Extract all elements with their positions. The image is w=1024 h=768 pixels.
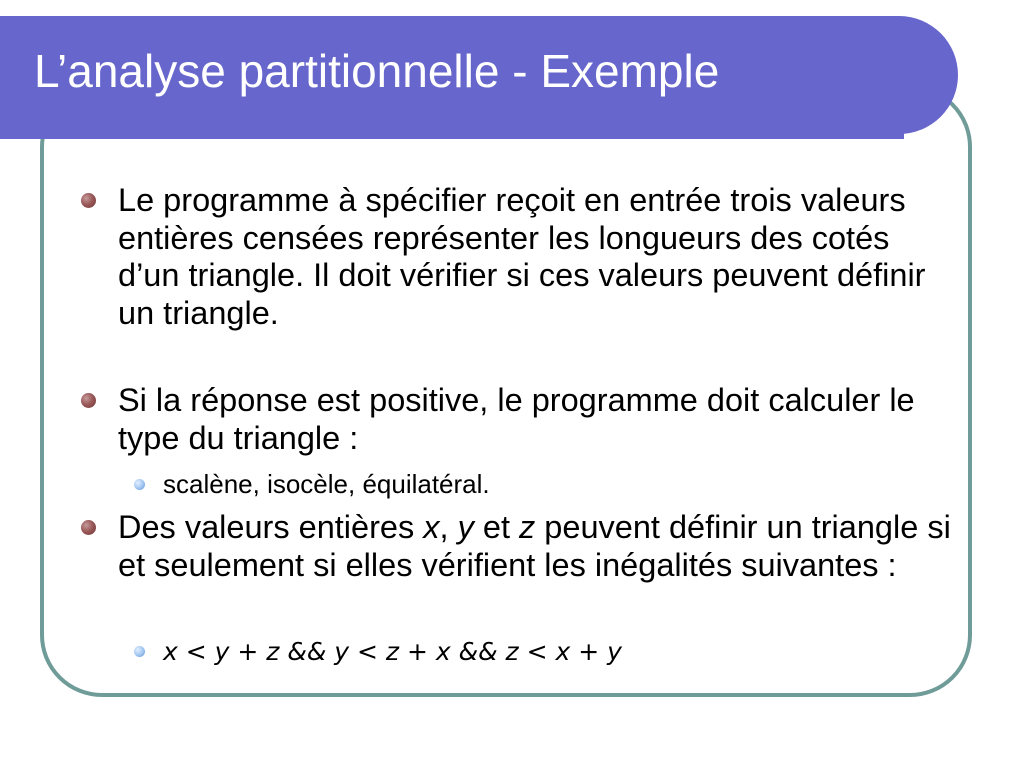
bullet-text: Si la réponse est positive, le programme doit calculer le type du triangle : — [118, 382, 915, 456]
slide-title: L’analyse partitionnelle - Exemple — [34, 45, 720, 97]
bullet-text-part: Des valeurs entières — [118, 509, 424, 545]
bullet-item — [118, 382, 958, 457]
bullet-text-separator: , — [439, 509, 458, 545]
sub-bullet-item — [163, 469, 943, 499]
variable-y: y — [457, 509, 474, 545]
bullet-item — [118, 182, 958, 332]
bullet-item — [118, 509, 958, 584]
variable-x: x — [423, 509, 440, 545]
bullet-text-part: peuvent définir un triangle si et seulement si elles vérifient les inégalités suivantes : — [118, 509, 951, 583]
sub-bullet-item — [163, 636, 943, 667]
bullet-icon — [81, 520, 96, 535]
sub-bullet-icon — [134, 646, 145, 657]
bullet-text-separator: et — [473, 509, 520, 545]
sub-bullet-text: scalène, isocèle, équilatéral. — [163, 469, 490, 499]
sub-bullet-icon — [134, 479, 145, 490]
bullet-text: Le programme à spécifier reçoit en entrée trois valeurs entières censées représenter les longueurs des cotés d’un triangle. Il doit vérifier si ces valeurs peuvent définir un triangle. — [118, 182, 926, 331]
variable-z: z — [519, 509, 536, 545]
bullet-icon — [81, 193, 96, 208]
title-underline — [0, 130, 904, 139]
inequality-formula: x < y + z && y < z + x && z < x + y — [163, 637, 622, 666]
bullet-icon — [81, 393, 96, 408]
